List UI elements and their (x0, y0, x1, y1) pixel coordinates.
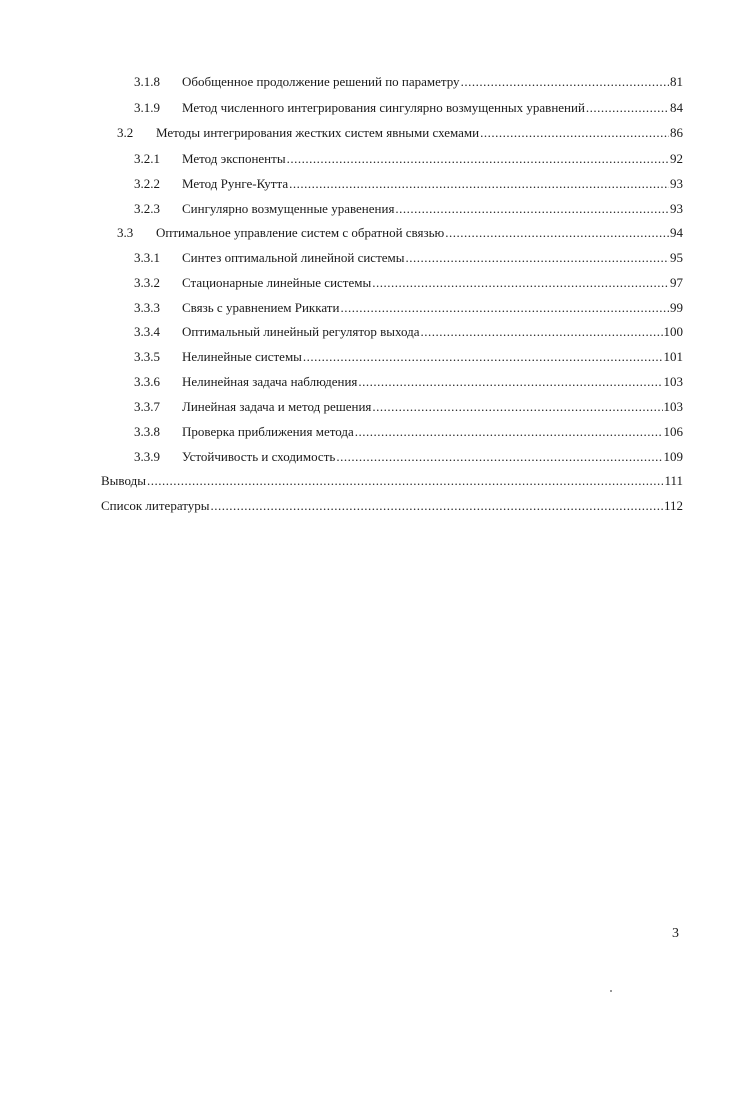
toc-entry-3-2-2[interactable] (134, 173, 683, 195)
toc-entry-title: Метод Рунге-Кутта (182, 176, 289, 191)
toc-entry-3-3-8[interactable] (134, 421, 683, 443)
toc-entry-number: 3.2.3 (134, 201, 160, 216)
toc-entry-page: 112 (663, 498, 683, 513)
toc-dot-leader (395, 198, 669, 220)
toc-entry-title: Выводы (101, 473, 146, 488)
toc-entry-title: Устойчивость и сходимость (182, 449, 336, 464)
toc-entry-conclusions[interactable] (101, 470, 683, 492)
toc-entry-3-2-3[interactable] (134, 198, 683, 220)
toc-entry-title: Линейная задача и метод решения (182, 399, 372, 414)
toc-dot-leader (303, 346, 663, 368)
toc-entry-number: 3.3.5 (134, 349, 160, 364)
toc-entry-number: 3.3.7 (134, 399, 160, 414)
toc-entry-number: 3.3 (117, 225, 134, 240)
toc-entry-page: 95 (670, 250, 683, 265)
toc-entry-title: Нелинейные системы (182, 349, 302, 364)
toc-entry-3-3-7[interactable] (134, 396, 683, 418)
toc-entry-references[interactable] (101, 495, 683, 517)
toc-entry-3-3-2[interactable] (134, 272, 683, 294)
toc-entry-title: Оптимальное управление систем с обратной связью (156, 225, 445, 240)
toc-entry-title: Связь с уравнением Риккати (182, 300, 340, 315)
toc-dot-leader (461, 71, 669, 93)
toc-entry-3-1-9[interactable] (134, 97, 683, 119)
toc-entry-3-1-8[interactable] (134, 71, 683, 93)
toc-dot-leader (372, 272, 669, 294)
toc-entry-page: 97 (670, 275, 683, 290)
toc-dot-leader (211, 495, 663, 517)
toc-entry-title: Обобщенное продолжение решений по параметру (182, 74, 460, 89)
toc-entry-number: 3.2.1 (134, 151, 160, 166)
toc-entry-number: 3.3.1 (134, 250, 160, 265)
toc-entry-3-3-5[interactable] (134, 346, 683, 368)
toc-entry-page: 93 (670, 201, 683, 216)
toc-entry-number: 3.3.3 (134, 300, 160, 315)
toc-entry-page: 106 (663, 424, 683, 439)
toc-entry-page: 94 (670, 225, 683, 240)
toc-dot-leader (480, 122, 669, 144)
toc-entry-number: 3.3.9 (134, 449, 160, 464)
toc-dot-leader (147, 470, 664, 492)
toc-dot-leader (421, 321, 663, 343)
toc-dot-leader (372, 396, 662, 418)
toc-entry-title: Стационарные линейные системы (182, 275, 372, 290)
toc-dot-leader (287, 148, 669, 170)
toc-entry-title: Сингулярно возмущенные уравенения (182, 201, 395, 216)
toc-entry-number: 3.3.6 (134, 374, 160, 389)
toc-entry-number: 3.3.2 (134, 275, 160, 290)
toc-entry-page: 111 (664, 473, 683, 488)
toc-entry-3-3-3[interactable] (134, 297, 683, 319)
toc-dot-leader (586, 97, 669, 119)
toc-entry-3-3-4[interactable] (134, 321, 683, 343)
toc-entry-page: 81 (670, 74, 683, 89)
toc-entry-number: 3.2.2 (134, 176, 160, 191)
toc-entry-3-3-1[interactable] (134, 247, 683, 269)
toc-entry-3-2-1[interactable] (134, 148, 683, 170)
toc-dot-leader (355, 421, 663, 443)
scan-speck (610, 990, 612, 992)
toc-entry-number: 3.2 (117, 125, 134, 140)
toc-entry-page: 103 (663, 399, 683, 414)
toc-entry-title: Метод экспоненты (182, 151, 286, 166)
toc-entry-3-3[interactable] (117, 222, 683, 244)
toc-entry-title: Список литературы (101, 498, 210, 513)
toc-entry-page: 84 (670, 100, 683, 115)
toc-dot-leader (340, 297, 669, 319)
toc-entry-title: Проверка приближения метода (182, 424, 354, 439)
toc-entry-page: 103 (663, 374, 683, 389)
toc-entry-page: 101 (663, 349, 683, 364)
toc-dot-leader (445, 222, 669, 244)
toc-entry-title: Оптимальный линейный регулятор выхода (182, 324, 420, 339)
toc-entry-title: Нелинейная задача наблюдения (182, 374, 358, 389)
toc-entry-title: Синтез оптимальной линейной системы (182, 250, 405, 265)
toc-entry-number: 3.1.8 (134, 74, 160, 89)
toc-dot-leader (336, 446, 662, 468)
toc-entry-title: Методы интегрирования жестких систем явными схемами (156, 125, 480, 140)
toc-entry-number: 3.3.4 (134, 324, 160, 339)
toc-entry-page: 86 (670, 125, 683, 140)
toc-dot-leader (405, 247, 669, 269)
toc-entry-3-2[interactable] (117, 122, 683, 144)
toc-dot-leader (289, 173, 669, 195)
page-number: 3 (672, 926, 679, 941)
toc-dot-leader (358, 371, 662, 393)
toc-entry-page: 93 (670, 176, 683, 191)
toc-entry-number: 3.3.8 (134, 424, 160, 439)
toc-entry-page: 92 (670, 151, 683, 166)
toc-entry-number: 3.1.9 (134, 100, 160, 115)
toc-entry-page: 109 (663, 449, 683, 464)
toc-entry-page: 99 (670, 300, 683, 315)
toc-entry-3-3-9[interactable] (134, 446, 683, 468)
toc-entry-page: 100 (663, 324, 683, 339)
toc-entry-title: Метод численного интегрирования сингулярно возмущенных уравнений (182, 100, 585, 115)
toc-entry-3-3-6[interactable] (134, 371, 683, 393)
